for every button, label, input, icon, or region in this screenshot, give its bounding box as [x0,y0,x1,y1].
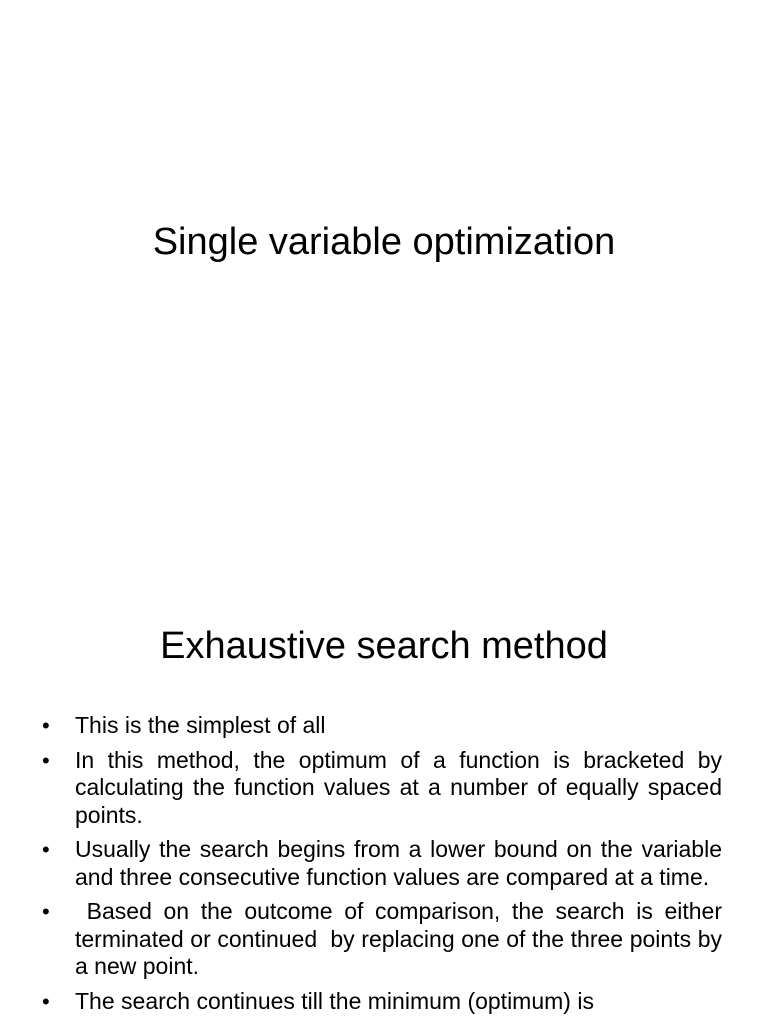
bullet-icon: • [42,837,50,862]
bullet-item [40,988,722,1016]
bullet-icon: • [42,899,50,924]
bullet-text: In this method, the optimum of a function is bracketed by calculating the function values at a number of equally spaced points. [75,746,722,828]
slide-1-title: Single variable optimization [152,221,616,263]
slide-2-title: Exhaustive search method [160,625,608,667]
bullet-icon: • [42,988,50,1014]
bullet-item [40,747,722,830]
bullet-text: Usually the search begins from a lower bound on the variable and three consecutive function values are compared at a time. [75,836,722,890]
bullet-text: The search continues till the minimum (optimum) is [75,987,594,1014]
bullet-icon: • [42,747,50,773]
bullet-list [40,712,729,1022]
bullet-icon: • [42,713,50,738]
bullet-item [40,898,729,981]
bullet-item [40,836,722,891]
bullet-item [40,712,722,740]
slide-2 [0,576,768,1024]
bullet-text: This is the simplest of all [75,712,326,738]
bullet-text: Based on the outcome of comparison, the search is either terminated or continued by replacing one of the three points by a new point. [75,898,729,979]
